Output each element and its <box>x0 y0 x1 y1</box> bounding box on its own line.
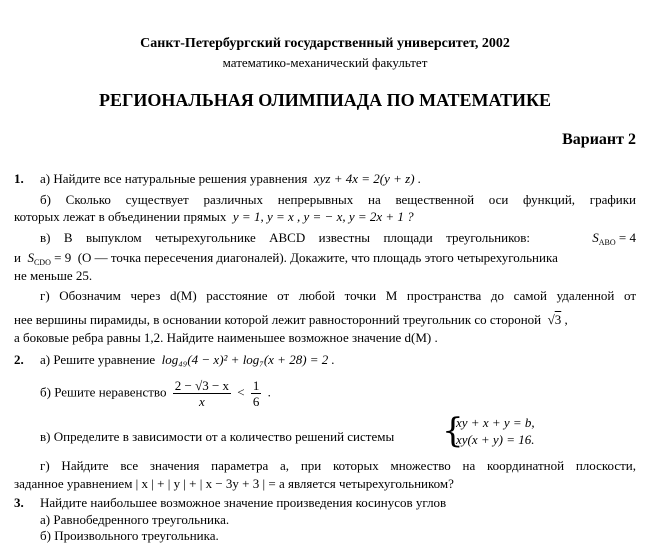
s-cdo-value: = 9 <box>54 250 72 265</box>
system-equation-1: xy + x + y = b, <box>456 415 535 430</box>
problem-3b: б) Произвольного треугольника. <box>40 528 219 543</box>
root-3-value: 3 <box>554 312 562 327</box>
problem-1d-text: нее вершины пирамиды, в основании которой лежит равносторонний треугольник со стороной <box>14 312 542 327</box>
problem-3-text: Найдите наибольшее возможное значение произведения косинусов углов <box>40 495 447 510</box>
system-equation-2: xy(x + y) = 16. <box>456 432 535 447</box>
problem-2a-formula: log₄₉(4 − x)² + log₇(x + 28) = 2 . <box>161 352 335 367</box>
problem-2-line-a <box>14 352 335 367</box>
s-abo-value: = 4 <box>618 230 636 245</box>
fraction-numerator: 2 − √3 − x <box>174 378 230 393</box>
rhs-denominator: 6 <box>252 394 260 409</box>
problem-2-line-b: б) Решите неравенство $\frac{2 - √3 - x}{x}$ < $\frac{1}{6}$ . <box>40 378 271 409</box>
s-abo-formula <box>592 230 636 250</box>
problem-1c-prefix: и <box>14 250 21 265</box>
problem-3-line <box>14 495 446 510</box>
problem-1a-text: а) Найдите все натуральные решения уравнения <box>40 171 308 186</box>
s-cdo-symbol: S <box>27 250 34 265</box>
s-abo-symbol: S <box>592 230 599 245</box>
problem-1d-line-3: а боковые ребра равны 1,2. Найдите наименьшее возможное значение d(M) . <box>14 330 438 345</box>
problem-1-number: 1. <box>14 171 24 186</box>
problem-3-number: 3. <box>14 495 24 510</box>
problem-1c-text: в) В выпуклом четырехугольнике ABCD известны площади треугольников: <box>40 230 530 245</box>
variant-label: Вариант 2 <box>562 131 636 148</box>
problem-1d-line-2: нее вершины пирамиды, в основании которой лежит равносторонний треугольник со стороной √3 , <box>14 312 568 327</box>
problem-1b-formula: y = 1, y = x , y = − x, y = 2x + 1 ? <box>232 209 414 224</box>
problem-1d-line-1: г) Обозначим через d(M) расстояние от любой точки M пространства до самой удаленной от <box>40 288 636 303</box>
system-brace: { <box>442 411 464 451</box>
problem-1c-line-3: не меньше 25. <box>14 268 93 283</box>
problem-1b-text: которых лежат в объединении прямых <box>14 209 227 224</box>
problem-2a-text: а) Решите уравнение <box>40 352 156 367</box>
problem-1c-rest: (O — точка пересечения диагоналей). Докажите, что площадь этого четырехугольника <box>77 250 558 265</box>
s-cdo-subscript: CDO <box>33 258 51 267</box>
problem-2b-rhs <box>251 378 262 409</box>
problem-2b-fraction <box>173 378 231 409</box>
problem-1c-line-1 <box>40 230 636 245</box>
problem-1a-formula: xyz + 4x = 2(y + z) . <box>313 171 422 186</box>
problem-3a: а) Равнобедренного треугольника. <box>40 512 230 527</box>
problem-1c-line-2 <box>14 250 558 270</box>
problem-1-line-a <box>14 171 421 186</box>
problem-2c-system <box>456 414 535 448</box>
problem-2d-line-1: г) Найдите все значения параметра a, при которых множество на координатной плоскости, <box>40 458 636 473</box>
problem-2d-line-2: заданное уравнением | x | + | y | + | x − 3y + 3 | = a является четырехугольником? <box>14 476 454 491</box>
problem-1b-line-2 <box>14 209 414 224</box>
university-header: Санкт-Петербургский государственный университет, 2002 <box>140 36 510 51</box>
root-3: √3 <box>547 312 562 327</box>
problem-2c-text: в) Определите в зависимости от a количество решений системы <box>40 429 395 444</box>
faculty-header: математико-механический факультет <box>222 55 428 70</box>
problem-2b-text: б) Решите неравенство <box>40 384 167 400</box>
rhs-numerator: 1 <box>252 378 260 393</box>
fraction-denominator: x <box>199 394 205 409</box>
problem-1b-line-1: б) Сколько существует различных непрерывных на вещественной оси функций, графики <box>40 192 636 207</box>
problem-2-number: 2. <box>14 352 24 367</box>
olympiad-title: РЕГИОНАЛЬНАЯ ОЛИМПИАДА ПО МАТЕМАТИКЕ <box>98 90 552 110</box>
s-abo-subscript: ABO <box>598 238 616 247</box>
